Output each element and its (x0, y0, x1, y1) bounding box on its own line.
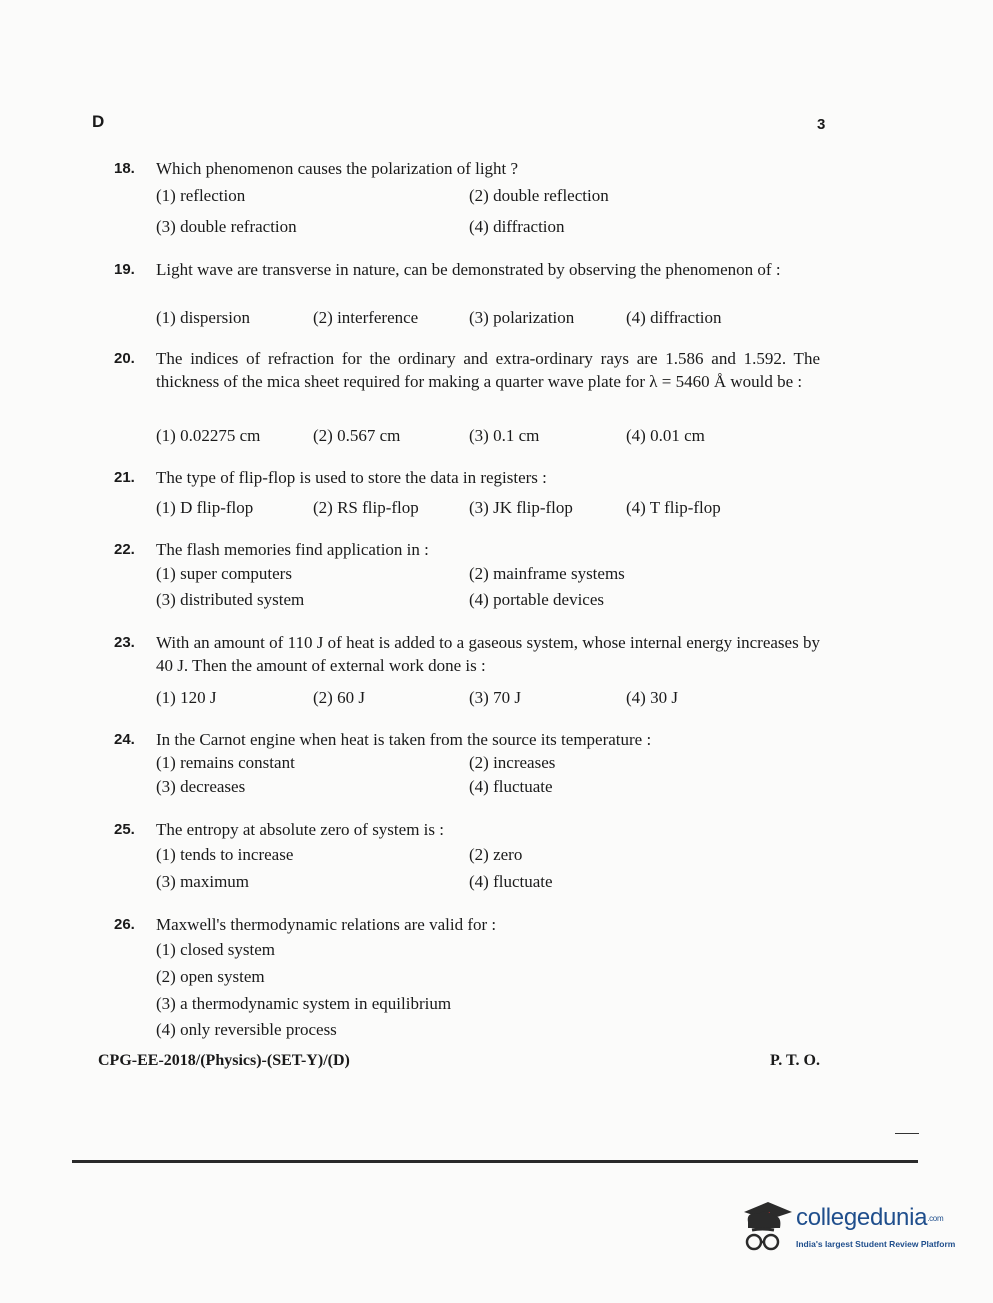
option: (1) super computers (156, 564, 292, 583)
option: (2) 60 J (313, 688, 365, 707)
option: (4) diffraction (469, 217, 565, 236)
question-text: The flash memories find application in : (156, 540, 429, 559)
question-26 (114, 913, 820, 936)
option: (2) interference (313, 308, 419, 327)
mascot-icon (738, 1198, 794, 1258)
option: (3) polarization (469, 308, 575, 327)
option: (3) 70 J (469, 688, 521, 707)
question-number: 20. (114, 350, 135, 367)
option: (1) closed system (156, 940, 275, 959)
option: (4) 0.01 cm (626, 426, 705, 445)
option: (1) tends to increase (156, 845, 294, 864)
question-25 (114, 818, 820, 841)
option: (3) JK flip-flop (469, 498, 573, 517)
option: (1) 0.02275 cm (156, 426, 261, 445)
question-number: 21. (114, 469, 135, 486)
collegedunia-watermark (738, 1198, 963, 1260)
option: (1) D flip-flop (156, 498, 254, 517)
page-number: 3 (817, 116, 826, 133)
divider (895, 1133, 919, 1134)
option: (4) fluctuate (469, 777, 553, 796)
option: (3) 0.1 cm (469, 426, 540, 445)
question-number: 19. (114, 261, 135, 278)
question-21 (114, 466, 820, 489)
option: (1) dispersion (156, 308, 250, 327)
option: (2) mainframe systems (469, 564, 625, 583)
question-23 (114, 631, 820, 677)
option: (2) zero (469, 845, 523, 864)
question-number: 24. (114, 731, 135, 748)
brand-tagline: India's largest Student Review Platform (796, 1239, 956, 1249)
question-19 (114, 258, 820, 281)
question-text: Which phenomenon causes the polarization of light ? (156, 159, 519, 178)
set-letter: D (92, 112, 105, 131)
question-number: 26. (114, 916, 135, 933)
paper-code: CPG-EE-2018/(Physics)-(SET-Y)/(D) (98, 1052, 350, 1069)
option: (2) double reflection (469, 186, 609, 205)
question-text: Maxwell's thermodynamic relations are valid for : (156, 915, 497, 934)
question-text: The type of flip-flop is used to store the data in registers : (156, 468, 547, 487)
option: (4) portable devices (469, 590, 604, 609)
option: (1) 120 J (156, 688, 217, 707)
option: (2) open system (156, 967, 265, 986)
question-18 (114, 157, 820, 180)
option: (3) double refraction (156, 217, 297, 236)
question-text: Light wave are transverse in nature, can be demonstrated by observing the phenomenon of : (156, 260, 781, 279)
option: (4) diffraction (626, 308, 722, 327)
question-number: 23. (114, 634, 135, 651)
question-number: 22. (114, 541, 135, 558)
question-text: The entropy at absolute zero of system is : (156, 820, 444, 839)
option: (1) reflection (156, 186, 246, 205)
divider (72, 1160, 918, 1163)
option: (2) 0.567 cm (313, 426, 401, 445)
option: (4) only reversible process (156, 1020, 337, 1039)
option: (3) a thermodynamic system in equilibrium (156, 994, 452, 1013)
question-number: 25. (114, 821, 135, 838)
question-text: With an amount of 110 J of heat is added to a gaseous system, whose internal energy increases by 40 J. Then the amount of external work done is : (156, 633, 820, 675)
option: (3) decreases (156, 777, 246, 796)
question-22 (114, 538, 820, 561)
brand-name: collegedunia.com (796, 1204, 944, 1231)
please-turn-over: P. T. O. (770, 1052, 820, 1069)
option: (4) 30 J (626, 688, 678, 707)
question-number: 18. (114, 160, 135, 177)
question-24 (114, 728, 820, 751)
question-text: In the Carnot engine when heat is taken from the source its temperature : (156, 730, 652, 749)
option: (4) T flip-flop (626, 498, 721, 517)
option: (4) fluctuate (469, 872, 553, 891)
option: (2) increases (469, 753, 556, 772)
option: (2) RS flip-flop (313, 498, 419, 517)
option: (1) remains constant (156, 753, 295, 772)
question-text: The indices of refraction for the ordinary and extra-ordinary rays are 1.586 and 1.592. The thickness of the mica sheet required for making a quarter wave plate for λ = 5460 Å would be : (156, 349, 820, 391)
option: (3) distributed system (156, 590, 305, 609)
question-20 (114, 347, 820, 393)
option: (3) maximum (156, 872, 250, 891)
